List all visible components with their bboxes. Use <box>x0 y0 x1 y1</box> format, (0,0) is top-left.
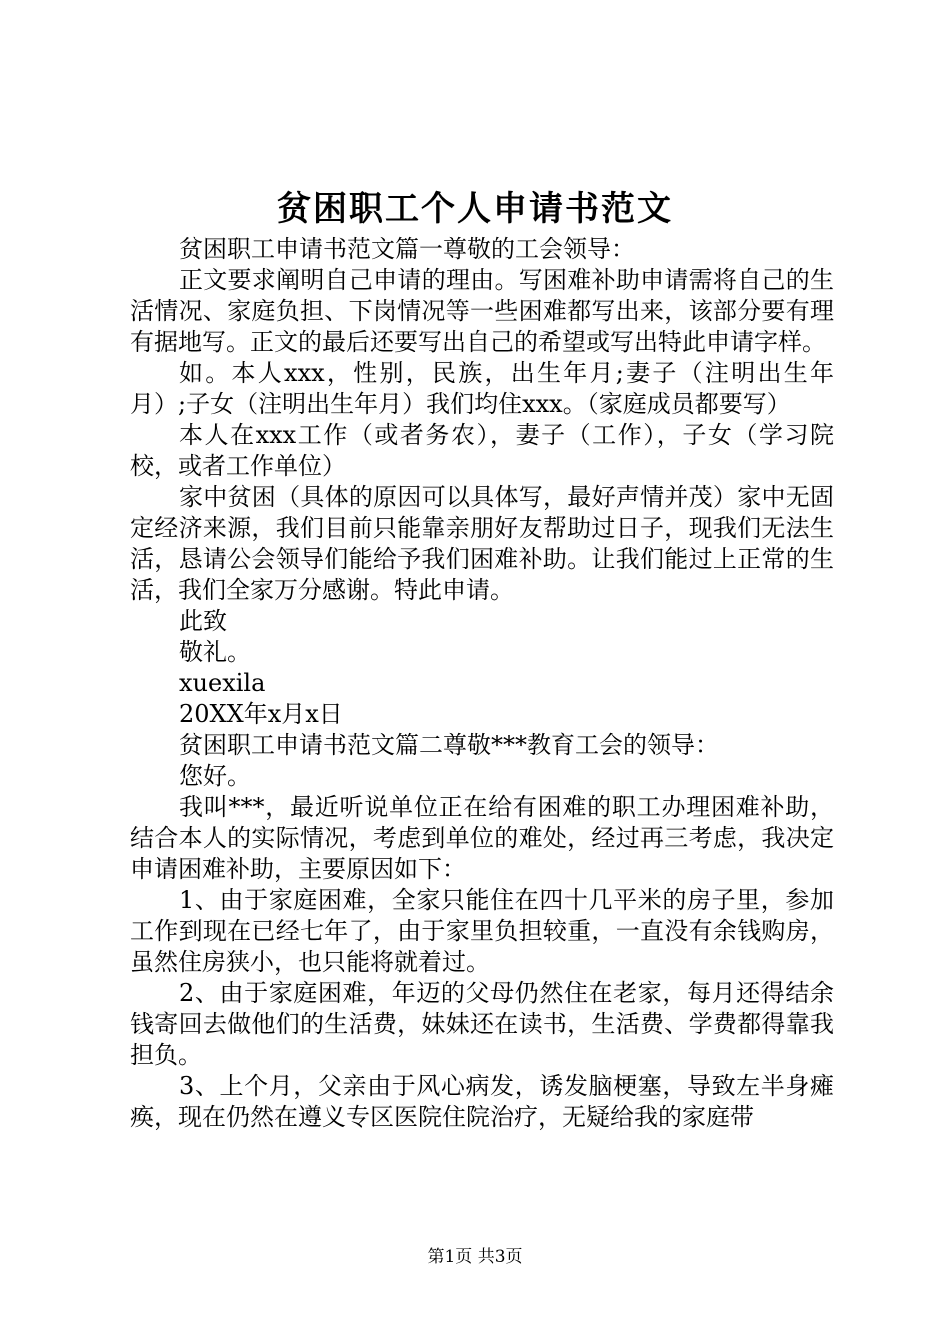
document-body <box>130 234 834 1133</box>
date-line: 20XX年x月x日 <box>179 700 343 728</box>
page-footer: 第1页 共3页 <box>427 1247 523 1267</box>
paragraph: 我叫***，最近听说单位正在给有困难的职工办理困难补助，结合本人的实际情况，考虑到单位的难处，经过再三考虑，我决定申请困难补助，主要原因如下： <box>130 793 834 883</box>
paragraph: 贫困职工申请书范文篇一尊敬的工会领导： <box>179 235 635 263</box>
paragraph: 如。本人xxx，性别，民族，出生年月;妻子（注明出生年月）;子女（注明出生年月）我们均住xxx。（家庭成员都要写） <box>130 359 834 418</box>
closing-line: 敬礼。 <box>179 638 251 666</box>
closing-line: 此致 <box>179 607 227 635</box>
paragraph: 贫困职工申请书范文篇二尊敬***教育工会的领导： <box>179 731 719 759</box>
document-title: 贫困职工个人申请书范文 <box>277 189 673 229</box>
paragraph: 家中贫困（具体的原因可以具体写，最好声情并茂）家中无固定经济来源，我们目前只能靠亲朋好友帮助过日子，现我们无法生活，恳请公会领导们能给予我们困难补助。让我们能过上正常的生活，我们全家万分感谢。特此申请。 <box>130 483 834 604</box>
paragraph: 2、由于家庭困难，年迈的父母仍然住在老家，每月还得结余钱寄回去做他们的生活费，妹妹还在读书，生活费、学费都得靠我担负。 <box>130 979 834 1069</box>
paragraph: 您好。 <box>179 762 251 790</box>
paragraph: 正文要求阐明自己申请的理由。写困难补助申请需将自己的生活情况、家庭负担、下岗情况等一些困难都写出来，该部分要有理有据地写。正文的最后还要写出自己的希望或写出特此申请字样。 <box>130 266 834 356</box>
paragraph: 1、由于家庭困难，全家只能住在四十几平米的房子里，参加工作到现在已经七年了，由于家里负担较重，一直没有余钱购房，虽然住房狭小，也只能将就着过。 <box>130 886 834 976</box>
paragraph: 本人在xxx工作（或者务农），妻子（工作），子女（学习院校，或者工作单位） <box>130 421 834 480</box>
paragraph: 3、上个月，父亲由于风心病发，诱发脑梗塞，导致左半身瘫痪，现在仍然在遵义专区医院住院治疗，无疑给我的家庭带 <box>130 1072 834 1131</box>
signature: xuexila <box>179 669 266 697</box>
